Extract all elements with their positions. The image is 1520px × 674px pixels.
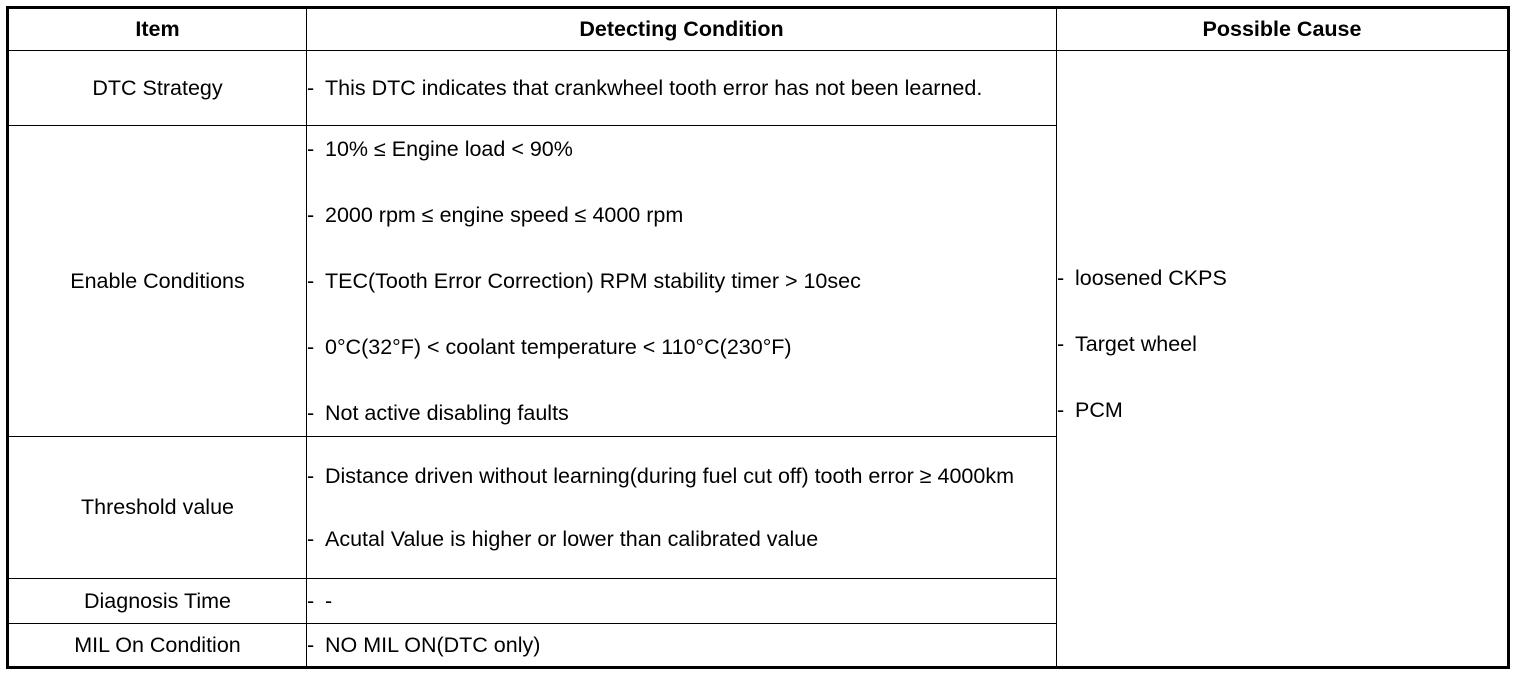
- cause-item: [1057, 329, 1507, 360]
- condition-line: [307, 200, 1056, 231]
- item-diagnosis-time: Diagnosis Time: [8, 579, 307, 624]
- condition-line: [307, 266, 1056, 297]
- bullet-dash: -: [307, 202, 315, 227]
- table-row: [8, 51, 1509, 126]
- bullet-dash: -: [307, 75, 315, 100]
- bullet-dash: -: [307, 400, 315, 425]
- condition-line: [307, 398, 1056, 429]
- bullet-dash: -: [307, 334, 315, 359]
- condition-dtc-strategy: [307, 51, 1057, 126]
- condition-line: [307, 134, 1056, 165]
- condition-line: [307, 461, 1056, 492]
- condition-text: TEC(Tooth Error Correction) RPM stability timer > 10sec: [325, 268, 861, 293]
- item-mil-on-condition: MIL On Condition: [8, 624, 307, 668]
- item-dtc-strategy: DTC Strategy: [8, 51, 307, 126]
- header-row: [8, 8, 1509, 51]
- cause-text: loosened CKPS: [1075, 266, 1227, 290]
- header-item: Item: [8, 8, 307, 51]
- bullet-dash: -: [1057, 398, 1065, 422]
- bullet-dash: -: [307, 463, 315, 488]
- condition-text: 10% ≤ Engine load < 90%: [325, 136, 573, 161]
- bullet-dash: -: [307, 632, 315, 657]
- condition-text: This DTC indicates that crankwheel tooth error has not been learned.: [325, 75, 983, 100]
- condition-line: [307, 73, 1056, 104]
- condition-text: Acutal Value is higher or lower than calibrated value: [325, 526, 819, 551]
- condition-text: 2000 rpm ≤ engine speed ≤ 4000 rpm: [325, 202, 684, 227]
- condition-diagnosis-time: [307, 579, 1057, 624]
- bullet-dash: -: [307, 588, 315, 613]
- condition-text: Distance driven without learning(during fuel cut off) tooth error ≥ 4000km: [325, 463, 1015, 488]
- condition-text: -: [325, 588, 333, 613]
- item-threshold-value: Threshold value: [8, 437, 307, 579]
- condition-line: [307, 630, 1056, 661]
- cause-text: Target wheel: [1075, 332, 1197, 356]
- cause-text: PCM: [1075, 398, 1123, 422]
- condition-threshold-value: [307, 437, 1057, 579]
- condition-line: [307, 586, 1056, 617]
- item-enable-conditions: Enable Conditions: [8, 126, 307, 437]
- condition-enable-conditions: [307, 126, 1057, 437]
- condition-text: NO MIL ON(DTC only): [325, 632, 541, 657]
- header-possible-cause: Possible Cause: [1057, 8, 1509, 51]
- condition-mil-on-condition: [307, 624, 1057, 668]
- bullet-dash: -: [307, 268, 315, 293]
- bullet-dash: -: [1057, 332, 1065, 356]
- cause-item: [1057, 395, 1507, 426]
- possible-cause-cell: [1057, 51, 1509, 668]
- bullet-dash: -: [307, 526, 315, 551]
- header-detecting-condition: Detecting Condition: [307, 8, 1057, 51]
- condition-line: [307, 524, 1056, 555]
- bullet-dash: -: [307, 136, 315, 161]
- dtc-table: [6, 6, 1510, 669]
- cause-item: [1057, 263, 1507, 294]
- condition-text: 0°C(32°F) < coolant temperature < 110°C(230°F): [325, 334, 792, 359]
- bullet-dash: -: [1057, 266, 1065, 290]
- condition-line: [307, 332, 1056, 363]
- condition-text: Not active disabling faults: [325, 400, 569, 425]
